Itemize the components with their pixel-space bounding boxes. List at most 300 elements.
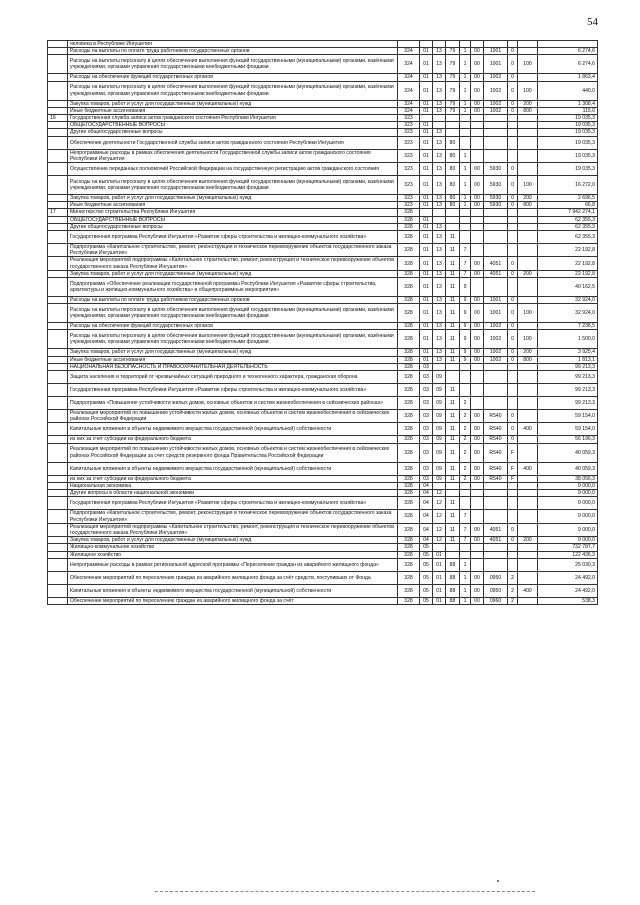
section-code: 01 <box>420 129 433 136</box>
expense-type-code <box>518 297 538 304</box>
main-activity-code <box>471 490 484 497</box>
table-row <box>48 209 598 216</box>
ministry-code: 328 <box>398 297 420 304</box>
expense-type-code <box>518 497 538 510</box>
row-amount: 62 355,3 <box>538 216 598 223</box>
subprogram-code: 1 <box>460 107 471 114</box>
subprogram-code: 9 <box>460 330 471 349</box>
row-name: Расходы на выплаты персоналу в целях обеспечения выполнения функций государственными (муниципальными) органами, казёнными учреждениями, органами управления государственными внебюджетными фондами <box>68 176 398 195</box>
page-number: 54 <box>587 16 598 28</box>
subprogram-code: 7 <box>460 510 471 523</box>
subprogram-code: 1 <box>460 202 471 209</box>
row-name: Государственная служба записи актов гражданского состояния Республики Ингушетия <box>68 115 398 122</box>
subsection-code: 01 <box>433 571 446 584</box>
main-activity-code: 00 <box>471 330 484 349</box>
row-amount: 66,8 <box>538 202 598 209</box>
program-code: 79 <box>446 48 460 55</box>
type-code: 0 <box>508 202 518 209</box>
row-name: Закупка товаров, работ и услуг для государственных (муниципальных) нужд <box>68 537 398 544</box>
section-code: 03 <box>420 436 433 443</box>
section-code <box>420 209 433 216</box>
direction-code <box>484 544 508 551</box>
row-number <box>48 490 68 497</box>
row-name: Капитальные вложения в объекты недвижимого имущества государственной (муниципальной) собственности <box>68 423 398 436</box>
row-number: 16 <box>48 115 68 122</box>
program-code: 11 <box>446 410 460 423</box>
table-row <box>48 323 598 330</box>
table-row <box>48 122 598 129</box>
section-code: 01 <box>420 304 433 323</box>
program-code: 11 <box>446 397 460 410</box>
row-amount: 25 030,3 <box>538 558 598 571</box>
section-code: 01 <box>420 323 433 330</box>
expense-type-code: 100 <box>518 304 538 323</box>
program-code: 79 <box>446 107 460 114</box>
row-amount: 122 436,3 <box>538 551 598 558</box>
table-row <box>48 482 598 489</box>
row-amount: 6 274,6 <box>538 55 598 74</box>
section-code: 04 <box>420 537 433 544</box>
row-amount: 440,0 <box>538 81 598 100</box>
ministry-code: 323 <box>398 163 420 176</box>
section-code: 01 <box>420 278 433 297</box>
section-code: 05 <box>420 544 433 551</box>
expense-type-code <box>518 544 538 551</box>
expense-type-code: 200 <box>518 195 538 202</box>
type-code: 0 <box>508 270 518 277</box>
row-name: Государственная программа Республики Ингушетия «Развитие сферы строительства и жилищно-коммунального хозяйства» <box>68 497 398 510</box>
direction-code: 1001 <box>484 304 508 323</box>
direction-code <box>484 209 508 216</box>
type-code <box>508 371 518 384</box>
expense-type-code: 800 <box>518 356 538 363</box>
row-name: Закупка товаров, работ и услуг для государственных (муниципальных) нужд <box>68 100 398 107</box>
direction-code: 1002 <box>484 330 508 349</box>
section-code <box>420 115 433 122</box>
row-name: Реализация мероприятий по повышению устойчивости жилых домов, основных объектов и систем жизнеобеспечения в сейсмических районах Российской Федерации <box>68 410 398 423</box>
expense-type-code <box>518 397 538 410</box>
table-row <box>48 356 598 363</box>
section-code: 01 <box>420 297 433 304</box>
subsection-code: 13 <box>433 163 446 176</box>
expense-type-code: 200 <box>518 100 538 107</box>
program-code: 11 <box>446 270 460 277</box>
subsection-code: 13 <box>433 257 446 270</box>
main-activity-code: 00 <box>471 55 484 74</box>
row-number <box>48 423 68 436</box>
row-amount: 99 213,3 <box>538 397 598 410</box>
direction-code <box>484 223 508 230</box>
main-activity-code: 00 <box>471 297 484 304</box>
row-name: из них за счет субсидии из федерального бюджета <box>68 436 398 443</box>
type-code <box>508 278 518 297</box>
table-row <box>48 297 598 304</box>
expense-type-code <box>518 41 538 48</box>
row-number <box>48 202 68 209</box>
row-name: Закупка товаров, работ и услуг для государственных (муниципальных) нужд <box>68 195 398 202</box>
table-row <box>48 48 598 55</box>
row-number <box>48 74 68 81</box>
direction-code <box>484 363 508 370</box>
ministry-code: 328 <box>398 363 420 370</box>
ministry-code: 323 <box>398 149 420 162</box>
subprogram-code: 2 <box>460 475 471 482</box>
section-code: 03 <box>420 443 433 462</box>
subsection-code: 12 <box>433 537 446 544</box>
type-code: 2 <box>508 597 518 604</box>
row-name: Обеспечение мероприятий по переселению граждан из аварийного жилищного фонда за счёт <box>68 597 398 604</box>
section-code: 01 <box>420 100 433 107</box>
row-number <box>48 330 68 349</box>
subsection-code <box>433 482 446 489</box>
main-activity-code <box>471 384 484 397</box>
main-activity-code <box>471 129 484 136</box>
row-name: Министерство строительства Республики Ингушетия <box>68 209 398 216</box>
direction-code: 5930 <box>484 176 508 195</box>
direction-code <box>484 482 508 489</box>
program-code: 11 <box>446 423 460 436</box>
program-code: 80 <box>446 149 460 162</box>
table-row <box>48 136 598 149</box>
subprogram-code <box>460 122 471 129</box>
row-number <box>48 270 68 277</box>
expense-type-code: 100 <box>518 176 538 195</box>
row-number <box>48 163 68 176</box>
section-code: 04 <box>420 490 433 497</box>
budget-table-body <box>48 41 598 605</box>
program-code: 80 <box>446 163 460 176</box>
ministry-code: 328 <box>398 423 420 436</box>
subsection-code: 13 <box>433 270 446 277</box>
subprogram-code: 9 <box>460 356 471 363</box>
expense-type-code: 400 <box>518 462 538 475</box>
program-code: 11 <box>446 523 460 536</box>
table-row <box>48 597 598 604</box>
row-number <box>48 216 68 223</box>
table-row <box>48 363 598 370</box>
row-name: Иные бюджетные ассигнования <box>68 356 398 363</box>
row-amount: 40 162,5 <box>538 278 598 297</box>
row-amount: 19 035,3 <box>538 122 598 129</box>
row-name: Закупка товаров, работ и услуг для государственных (муниципальных) нужд <box>68 349 398 356</box>
row-number <box>48 55 68 74</box>
expense-type-code: 800 <box>518 107 538 114</box>
row-number <box>48 551 68 558</box>
row-number <box>48 597 68 604</box>
section-code: 01 <box>420 216 433 223</box>
row-number <box>48 81 68 100</box>
section-code: 03 <box>420 423 433 436</box>
program-code: 88 <box>446 558 460 571</box>
subsection-code: 09 <box>433 384 446 397</box>
direction-code <box>484 384 508 397</box>
subsection-code <box>433 209 446 216</box>
row-number <box>48 544 68 551</box>
row-name: Государственная программа Республики Ингушетия «Развитие сферы строительства и жилищно-коммунального хозяйства» <box>68 384 398 397</box>
subsection-code: 13 <box>433 323 446 330</box>
subsection-code: 13 <box>433 195 446 202</box>
type-code: F <box>508 443 518 462</box>
ministry-code: 328 <box>398 462 420 475</box>
expense-type-code <box>518 115 538 122</box>
direction-code <box>484 278 508 297</box>
subsection-code: 01 <box>433 584 446 597</box>
main-activity-code: 00 <box>471 74 484 81</box>
row-number <box>48 349 68 356</box>
section-code: 05 <box>420 551 433 558</box>
row-amount: 40 059,3 <box>538 462 598 475</box>
section-code: 04 <box>420 482 433 489</box>
program-code <box>446 544 460 551</box>
type-code <box>508 136 518 149</box>
row-amount: 1 813,1 <box>538 356 598 363</box>
section-code: 04 <box>420 523 433 536</box>
subprogram-code: 1 <box>460 195 471 202</box>
ministry-code: 328 <box>398 537 420 544</box>
program-code <box>446 551 460 558</box>
row-name: Расходы на обеспечение функций государственных органов <box>68 323 398 330</box>
main-activity-code: 00 <box>471 410 484 423</box>
expense-type-code <box>518 149 538 162</box>
section-code: 01 <box>420 202 433 209</box>
ministry-code: 324 <box>398 81 420 100</box>
main-activity-code <box>471 149 484 162</box>
expense-type-code: 100 <box>518 81 538 100</box>
expense-type-code <box>518 436 538 443</box>
row-name: Обеспечение деятельности Государственной службы записи актов гражданского состояния Республики Ингушетия <box>68 136 398 149</box>
main-activity-code: 00 <box>471 597 484 604</box>
ministry-code: 328 <box>398 571 420 584</box>
ministry-code: 328 <box>398 584 420 597</box>
row-amount: 9 000,0 <box>538 537 598 544</box>
ministry-code: 328 <box>398 597 420 604</box>
type-code <box>508 482 518 489</box>
ministry-code: 328 <box>398 257 420 270</box>
subsection-code <box>433 216 446 223</box>
table-row <box>48 490 598 497</box>
table-row <box>48 304 598 323</box>
subprogram-code: 1 <box>460 176 471 195</box>
subsection-code: 13 <box>433 136 446 149</box>
row-number <box>48 244 68 257</box>
subprogram-code: 2 <box>460 443 471 462</box>
main-activity-code <box>471 497 484 510</box>
subsection-code: 13 <box>433 100 446 107</box>
row-amount: 62 355,3 <box>538 223 598 230</box>
table-row <box>48 278 598 297</box>
expense-type-code <box>518 482 538 489</box>
row-name: Расходы на выплаты персоналу в целях обеспечения выполнения функций государственными (муниципальными) органами, казёнными учреждениями, органами управления государственными внебюджетными фондами <box>68 81 398 100</box>
program-code: 11 <box>446 257 460 270</box>
section-code: 05 <box>420 558 433 571</box>
type-code <box>508 490 518 497</box>
row-name: Реализация мероприятий подпрограммы «Капитальное строительство, ремонт, реконструкция и техническое перевооружение объектов государственного заказа Республики Ингушетия» <box>68 257 398 270</box>
row-number <box>48 176 68 195</box>
table-row <box>48 384 598 397</box>
direction-code <box>484 558 508 571</box>
subprogram-code: 7 <box>460 270 471 277</box>
program-code <box>446 41 460 48</box>
row-amount: 99 213,3 <box>538 371 598 384</box>
program-code <box>446 371 460 384</box>
expense-type-code <box>518 216 538 223</box>
expense-type-code: 200 <box>518 537 538 544</box>
section-code: 01 <box>420 122 433 129</box>
direction-code: 4051 <box>484 257 508 270</box>
type-code: 0 <box>508 55 518 74</box>
table-row <box>48 397 598 410</box>
row-amount: 9 000,0 <box>538 523 598 536</box>
table-row <box>48 584 598 597</box>
ministry-code: 328 <box>398 223 420 230</box>
expense-type-code <box>518 510 538 523</box>
type-code: 0 <box>508 48 518 55</box>
direction-code: 1002 <box>484 81 508 100</box>
program-code: 88 <box>446 597 460 604</box>
subsection-code: 13 <box>433 48 446 55</box>
type-code: 2 <box>508 571 518 584</box>
row-name: Жилищное хозяйство <box>68 551 398 558</box>
subprogram-code: 9 <box>460 278 471 297</box>
program-code <box>446 115 460 122</box>
main-activity-code: 00 <box>471 202 484 209</box>
table-row <box>48 202 598 209</box>
row-number <box>48 397 68 410</box>
subsection-code: 09 <box>433 475 446 482</box>
section-code: 01 <box>420 74 433 81</box>
expense-type-code <box>518 490 538 497</box>
table-row <box>48 195 598 202</box>
direction-code: 0960 <box>484 597 508 604</box>
table-row <box>48 443 598 462</box>
subsection-code <box>433 122 446 129</box>
subprogram-code: 7 <box>460 523 471 536</box>
subprogram-code: 1 <box>460 48 471 55</box>
subprogram-code: 7 <box>460 257 471 270</box>
type-code: 0 <box>508 195 518 202</box>
main-activity-code <box>471 231 484 244</box>
subsection-code: 09 <box>433 410 446 423</box>
subsection-code: 13 <box>433 330 446 349</box>
row-amount: 7 942 274,1 <box>538 209 598 216</box>
row-amount: 19 035,3 <box>538 163 598 176</box>
expense-type-code <box>518 244 538 257</box>
subprogram-code <box>460 115 471 122</box>
ministry-code: 324 <box>398 100 420 107</box>
program-code: 79 <box>446 74 460 81</box>
direction-code <box>484 216 508 223</box>
row-name: Национальная экономика <box>68 482 398 489</box>
expense-type-code <box>518 410 538 423</box>
ministry-code: 324 <box>398 74 420 81</box>
subsection-code: 13 <box>433 202 446 209</box>
expense-type-code <box>518 74 538 81</box>
subprogram-code: 1 <box>460 597 471 604</box>
program-code: 11 <box>446 384 460 397</box>
direction-code: 1001 <box>484 48 508 55</box>
main-activity-code: 00 <box>471 176 484 195</box>
ministry-code: 328 <box>398 443 420 462</box>
ministry-code: 328 <box>398 544 420 551</box>
type-code: 0 <box>508 176 518 195</box>
subsection-code: 12 <box>433 510 446 523</box>
ministry-code: 328 <box>398 278 420 297</box>
subprogram-code <box>460 384 471 397</box>
direction-code: 4051 <box>484 537 508 544</box>
row-number <box>48 436 68 443</box>
row-name: Иные бюджетные ассигнования <box>68 202 398 209</box>
subprogram-code: 2 <box>460 462 471 475</box>
program-code <box>446 490 460 497</box>
row-number <box>48 410 68 423</box>
type-code: 0 <box>508 257 518 270</box>
main-activity-code: 00 <box>471 356 484 363</box>
section-code: 01 <box>420 356 433 363</box>
main-activity-code: 00 <box>471 323 484 330</box>
subprogram-code <box>460 482 471 489</box>
main-activity-code <box>471 278 484 297</box>
expense-type-code <box>518 363 538 370</box>
ministry-code: 328 <box>398 323 420 330</box>
expense-type-code <box>518 136 538 149</box>
row-number <box>48 122 68 129</box>
row-name: Расходы на выплаты по оплате труда работников государственных органов <box>68 48 398 55</box>
program-code: 11 <box>446 244 460 257</box>
table-row <box>48 410 598 423</box>
type-code <box>508 231 518 244</box>
section-code: 01 <box>420 136 433 149</box>
row-number <box>48 371 68 384</box>
direction-code: 1002 <box>484 74 508 81</box>
ministry-code: 328 <box>398 371 420 384</box>
subsection-code: 13 <box>433 356 446 363</box>
type-code <box>508 384 518 397</box>
expense-type-code <box>518 231 538 244</box>
section-code: 01 <box>420 223 433 230</box>
row-amount: 99 213,3 <box>538 363 598 370</box>
row-amount: 1 863,4 <box>538 74 598 81</box>
ministry-code: 328 <box>398 270 420 277</box>
program-code: 88 <box>446 571 460 584</box>
section-code: 03 <box>420 410 433 423</box>
subsection-code: 13 <box>433 231 446 244</box>
type-code: 0 <box>508 349 518 356</box>
direction-code: R540 <box>484 423 508 436</box>
table-row <box>48 497 598 510</box>
subprogram-code: 2 <box>460 397 471 410</box>
table-row <box>48 107 598 114</box>
row-amount: 24 492,0 <box>538 571 598 584</box>
subsection-code: 09 <box>433 397 446 410</box>
main-activity-code: 00 <box>471 436 484 443</box>
row-number <box>48 571 68 584</box>
row-amount: 9 000,0 <box>538 482 598 489</box>
type-code: 0 <box>508 423 518 436</box>
ministry-code: 323 <box>398 136 420 149</box>
expense-type-code: 200 <box>518 270 538 277</box>
row-number <box>48 523 68 536</box>
table-row <box>48 270 598 277</box>
expense-type-code <box>518 209 538 216</box>
main-activity-code <box>471 209 484 216</box>
direction-code: 1002 <box>484 100 508 107</box>
type-code <box>508 244 518 257</box>
subprogram-code: 9 <box>460 349 471 356</box>
type-code <box>508 551 518 558</box>
expense-type-code <box>518 523 538 536</box>
main-activity-code: 00 <box>471 304 484 323</box>
expense-type-code: 100 <box>518 330 538 349</box>
